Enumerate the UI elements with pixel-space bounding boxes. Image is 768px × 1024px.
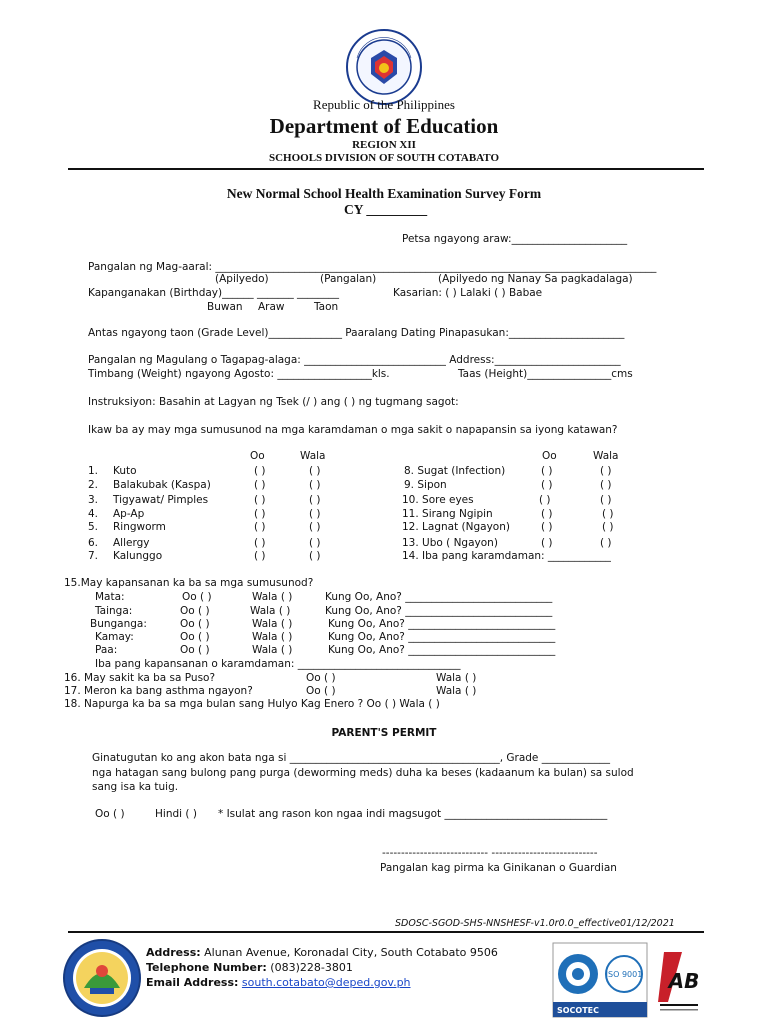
apilyedo-label: (Apilyedo) [215,273,269,285]
wala-checkbox: ( ) [309,521,321,533]
condition-label: Balakubak (Kaspa) [113,479,211,491]
wala-option: Wala ( ) [436,685,477,697]
date-field: Petsa ngayong araw:______________________ [402,233,628,245]
oo-option: Oo ( ) [180,605,210,617]
oo-checkbox: ( ) [254,537,266,549]
oo-checkbox: ( ) [254,521,266,533]
header-divider [68,168,704,170]
condition-number: 6. [88,537,99,549]
oo-option: Oo ( ) [306,672,336,684]
condition-label: 13. Ubo ( Ngayon) [402,537,498,549]
wala-checkbox: ( ) [309,465,321,477]
permit-oo-option: Oo ( ) [95,808,125,820]
condition-number: 7. [88,550,99,562]
deped-seal-logo [345,28,423,106]
phone-label: Telephone Number: [146,961,267,974]
wala-checkbox: ( ) [309,508,321,520]
department-title: Department of Education [269,114,499,138]
grade-school-field: Antas ngayong taon (Grade Level)______________ Paaralang Dating Pinapasukan:______________________ [88,327,625,339]
disability-title: 15.May kapansanan ka ba sa mga sumusunod? [64,577,314,589]
oo-header-left: Oo [250,450,265,462]
oo-option: Oo ( ) [180,631,210,643]
wala-option: Wala ( ) [252,591,293,603]
oo-header-right: Oo [542,450,557,462]
body-part-label: Tainga: [95,605,133,617]
oo-checkbox: ( ) [541,537,553,549]
condition-number: 4. [88,508,99,520]
email-label: Email Address: [146,976,239,989]
division-text: SCHOOLS DIVISION OF SOUTH COTABATO [268,152,500,164]
kung-oo-field: Kung Oo, Ano? ____________________________ [328,644,556,656]
body-part-label: Bunganga: [90,618,147,630]
araw-label: Araw [258,301,285,313]
condition-label: Allergy [113,537,150,549]
socotec-text: SOCOTEC [556,1006,600,1015]
asthma-question: 17. Meron ka bang asthma ngayon? [64,685,253,697]
permit-line-1: Ginatugutan ko ang akon bata nga si ________________________________________, Grade _____________ [92,752,610,764]
oo-checkbox: ( ) [541,521,553,533]
footer-divider [68,931,704,933]
wala-checkbox: ( ) [309,537,321,549]
kung-oo-field: Kung Oo, Ano? ____________________________ [328,618,556,630]
republic-text: Republic of the Philippines [313,97,455,112]
condition-label: Ringworm [113,521,166,533]
permit-line-3: sang isa ka tuig. [92,781,179,793]
email-line [146,976,411,989]
oo-option: Oo ( ) [180,644,210,656]
oo-checkbox: ( ) [254,550,266,562]
condition-number: 1. [88,465,99,477]
ab-text: AB [668,969,700,993]
wala-option: Wala ( ) [252,618,293,630]
signature-line: ---------------------------- ---------------------------- [382,847,598,859]
wala-option: Wala ( ) [436,672,477,684]
taon-label: Taon [314,301,339,313]
permit-title: PARENT'S PERMIT [331,727,437,739]
division-seal-logo [62,938,142,1018]
permit-line-2: nga hatagan sang bulong pang purga (deworming meds) duha ka beses (kadaanum ka bulan) sa sulod [92,767,634,779]
body-part-label: Kamay: [95,631,134,643]
wala-option: Wala ( ) [252,644,293,656]
iso-text: ISO 9001 [605,970,643,979]
wala-checkbox: ( ) [309,550,321,562]
oo-option: Oo ( ) [182,591,212,603]
oo-checkbox: ( ) [541,508,553,520]
condition-label: Kalunggo [113,550,163,562]
weight-field: Timbang (Weight) ngayong Agosto: __________________kls. [88,368,390,380]
condition-label: 9. Sipon [404,479,447,491]
apilyedo-nanay-label: (Apilyedo ng Nanay Sa pagkadalaga) [438,273,633,285]
heart-question: 16. May sakit ka ba sa Puso? [64,672,216,684]
wala-checkbox: ( ) [600,537,612,549]
phone-value: (083)228-3801 [270,961,353,974]
buwan-label: Buwan [207,301,243,313]
other-illness-field: 14. Iba pang karamdaman: ____________ [402,550,611,562]
wala-checkbox: ( ) [600,494,612,506]
wala-checkbox: ( ) [602,521,614,533]
sex-field: Kasarian: ( ) Lalaki ( ) Babae [393,287,543,299]
wala-checkbox: ( ) [309,494,321,506]
question-text: Ikaw ba ay may mga sumusunod na mga karamdaman o mga sakit o napapansin sa iyong katawan? [88,424,618,436]
wala-checkbox: ( ) [600,479,612,491]
student-name-field: Pangalan ng Mag-aaral: ____________________________________________________________________________________ [88,261,657,273]
reason-field: * Isulat ang rason kon ngaa indi magsugot _______________________________ [218,808,608,820]
oo-checkbox: ( ) [254,479,266,491]
email-link[interactable]: south.cotabato@deped.gov.ph [241,976,411,989]
condition-label: 11. Sirang Ngipin [402,508,493,520]
condition-label: 10. Sore eyes [402,494,474,506]
guardian-field: Pangalan ng Magulang o Tagapag-alaga: ___________________________ Address:________________________ [88,354,621,366]
pangalan-label: (Pangalan) [320,273,377,285]
oo-option: Oo ( ) [180,618,210,630]
ab-accreditation-logo [654,942,704,1018]
form-title: New Normal School Health Examination Survey Form [226,186,542,201]
height-field: Taas (Height)________________cms [458,368,633,380]
kung-oo-field: Kung Oo, Ano? ____________________________ [325,591,553,603]
address-value: Alunan Avenue, Koronadal City, South Cotabato 9506 [204,946,498,959]
wala-option: Wala ( ) [252,631,293,643]
wala-checkbox: ( ) [602,508,614,520]
body-part-label: Mata: [95,591,125,603]
birthday-field: Kapanganakan (Birthday)______ _______ ________ [88,287,340,299]
condition-label: Tigyawat/ Pimples [113,494,209,506]
condition-label: 8. Sugat (Infection) [404,465,506,477]
oo-checkbox: ( ) [254,465,266,477]
signature-label: Pangalan kag pirma ka Ginikanan o Guardian [380,862,617,874]
body-part-label: Paa: [95,644,118,656]
address-line [146,946,498,959]
deworming-question: 18. Napurga ka ba sa mga bulan sang Hulyo Kag Enero ? Oo ( ) Wala ( ) [64,698,440,710]
kung-oo-field: Kung Oo, Ano? ____________________________ [325,605,553,617]
other-disability-field: Iba pang kapansanan o karamdaman: _______________________________ [95,658,461,670]
oo-option: Oo ( ) [306,685,336,697]
address-label: Address: [146,946,201,959]
oo-checkbox: ( ) [539,494,551,506]
condition-number: 2. [88,479,99,491]
wala-header-right: Wala [593,450,619,462]
kung-oo-field: Kung Oo, Ano? ____________________________ [328,631,556,643]
school-year: CY _________ [344,202,428,217]
oo-checkbox: ( ) [541,465,553,477]
wala-checkbox: ( ) [309,479,321,491]
oo-checkbox: ( ) [254,494,266,506]
wala-option: Wala ( ) [250,605,291,617]
oo-checkbox: ( ) [541,479,553,491]
document-code: SDOSC-SGOD-SHS-NNSHESF-v1.0r0.0_effective01/12/2021 [395,918,675,929]
socotec-certification-logo [552,942,648,1018]
condition-label: Kuto [113,465,137,477]
condition-label: Ap-Ap [113,508,145,520]
permit-hindi-option: Hindi ( ) [155,808,197,820]
condition-number: 3. [88,494,99,506]
region-text: REGION XII [352,139,416,151]
instruction-text: Instruksiyon: Basahin at Lagyan ng Tsek (/ ) ang ( ) ng tugmang sagot: [88,396,459,408]
wala-header-left: Wala [300,450,326,462]
phone-line [146,961,353,974]
wala-checkbox: ( ) [600,465,612,477]
condition-label: 12. Lagnat (Ngayon) [402,521,510,533]
oo-checkbox: ( ) [254,508,266,520]
condition-number: 5. [88,521,99,533]
